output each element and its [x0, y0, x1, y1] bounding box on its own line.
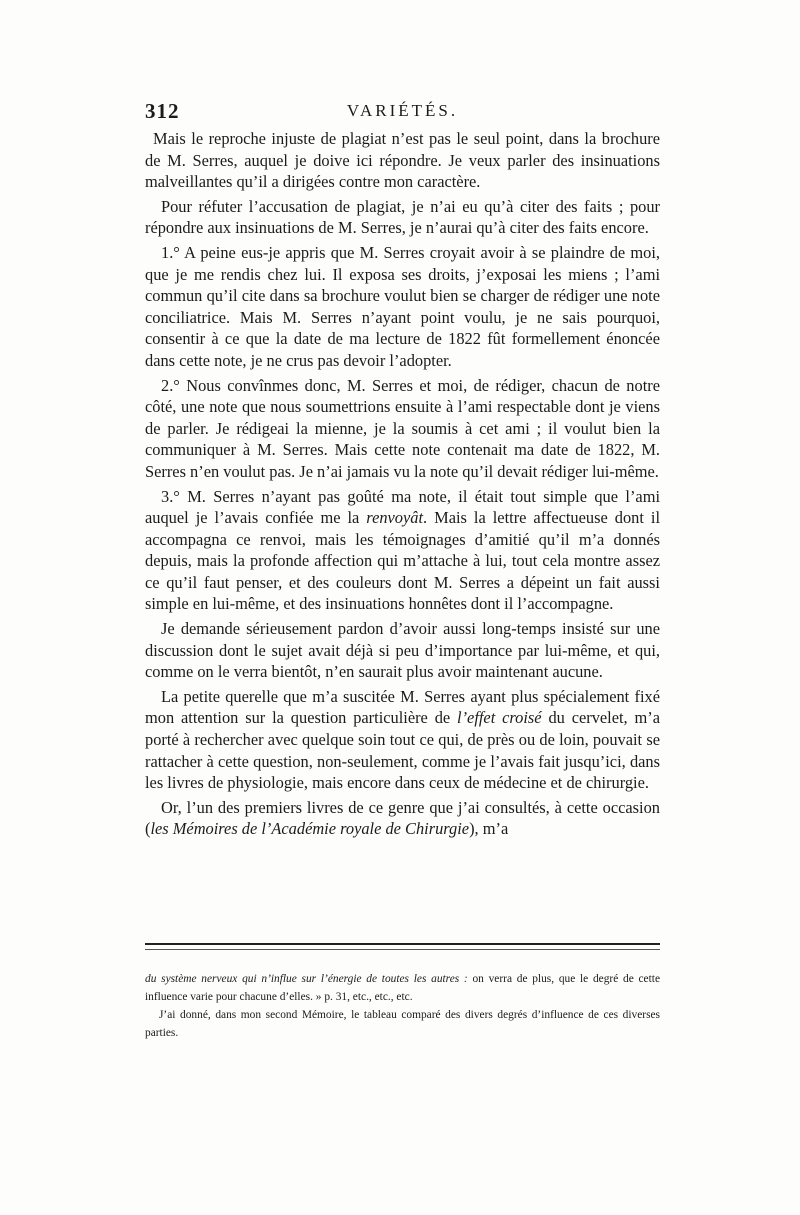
- paragraph-8-text-a: Or, l’un des premiers livres de ce genre que j’ai consultés, à cette occasion (: [145, 797, 660, 839]
- paragraph-7: [145, 686, 660, 794]
- page-number: 312: [145, 99, 180, 123]
- footnote-rule-thick: [145, 943, 660, 945]
- paragraph-5: [145, 486, 660, 616]
- footnote-1-emphasis: du système nerveux qui n’influe sur l’énergie de toutes les autres :: [145, 973, 468, 985]
- footnote-2: J’ai donné, dans mon second Mémoire, le tableau comparé des divers degrés d’influence de ces diverses parties.: [145, 1009, 660, 1039]
- footnote-1-text: on verra de plus, que le degré de cette influence varie pour chacune d’elles. » p. 31, etc., etc., etc.: [145, 973, 660, 1003]
- paragraph-1: Mais le reproche injuste de plagiat n’est pas le seul point, dans la brochure de M. Serres, auquel je doive ici répondre. Je veux parler des insinuations malveillantes qu’il a dirigées contre mon caractère.: [145, 129, 660, 192]
- running-title: VARIÉTÉS.: [346, 101, 459, 120]
- paragraph-8-text-b: ), m’a: [469, 819, 509, 839]
- paragraph-7-text-b: du cervelet, m’a porté à rechercher avec quelque soin tout ce qui, de près ou de loin, pouvait se rattacher à cette question, non-seulement, comme je l’avais fait jusqu’ici, dans les livres de physiologie, mais encore dans ceux de médecine et de chirurgie.: [145, 708, 660, 793]
- paragraph-5-emphasis: renvoyât: [366, 508, 424, 528]
- footnotes: [145, 970, 660, 1042]
- paragraph-7-emphasis: l’effet croisé: [457, 708, 542, 728]
- paragraph-6: Je demande sérieusement pardon d’avoir aussi long-temps insisté sur une discussion dont le sujet avait déjà si peu d’importance par lui-même, et qui, comme on le verra bientôt, n’en saurait plus avoir maintenant aucune.: [145, 619, 660, 682]
- footnote-rule-thin: [145, 949, 660, 950]
- paragraph-5-text-a: 3.° M. Serres n’ayant pas goûté ma note, il était tout simple que l’ami auquel je l’avais confiée me la: [145, 486, 660, 528]
- paragraph-2: Pour réfuter l’accusation de plagiat, je n’ai eu qu’à citer des faits ; pour répondre aux insinuations de M. Serres, je n’aurai qu’à citer des faits encore.: [145, 196, 660, 238]
- paragraph-7-text-a: La petite querelle que m’a suscitée M. Serres ayant plus spécialement fixé mon attention sur la question particulière de: [145, 686, 660, 728]
- paragraph-4: 2.° Nous convînmes donc, M. Serres et moi, de rédiger, chacun de notre côté, une note que nous soumettrions ensuite à l’ami respectable dont je viens de parler. Je rédigeai la mienne, je la soumis à cet ami ; il voulut bien la communiquer à M. Serres. Mais cette note contenait ma date de 1822, M. Serres n’en voulut pas. Je n’ai jamais vu la note qu’il devait rédiger lui-même.: [145, 375, 660, 481]
- page-header: [145, 99, 660, 127]
- body-text: [145, 128, 660, 843]
- paragraph-8: [145, 797, 660, 840]
- footnote-1: [145, 970, 660, 1006]
- paragraph-5-text-b: . Mais la lettre affectueuse dont il accompagna ce renvoi, mais les témoignages d’amitié qu’il m’a donnés depuis, mais la profonde affection qui m’attache à lui, tout cela montre assez ce qu’il faut penser, et des couleurs dont M. Serres a dépeint un fait aussi simple en lui-même, et des insinuations honnêtes dont il l’accompagne.: [145, 508, 660, 614]
- paragraph-3: 1.° A peine eus-je appris que M. Serres croyait avoir à se plaindre de moi, que je me rendis chez lui. Il exposa ses droits, j’exposai les miens ; l’ami commun qu’il cite dans sa brochure voulut bien se charger de rédiger une note conciliatrice. Mais M. Serres n’ayant point voulu, je ne sais pourquoi, consentir à ce que la date de ma lecture de 1822 fût formellement énoncée dans cette note, je ne crus pas devoir l’adopter.: [145, 242, 660, 370]
- paragraph-8-emphasis: les Mémoires de l’Académie royale de Chirurgie: [150, 819, 470, 839]
